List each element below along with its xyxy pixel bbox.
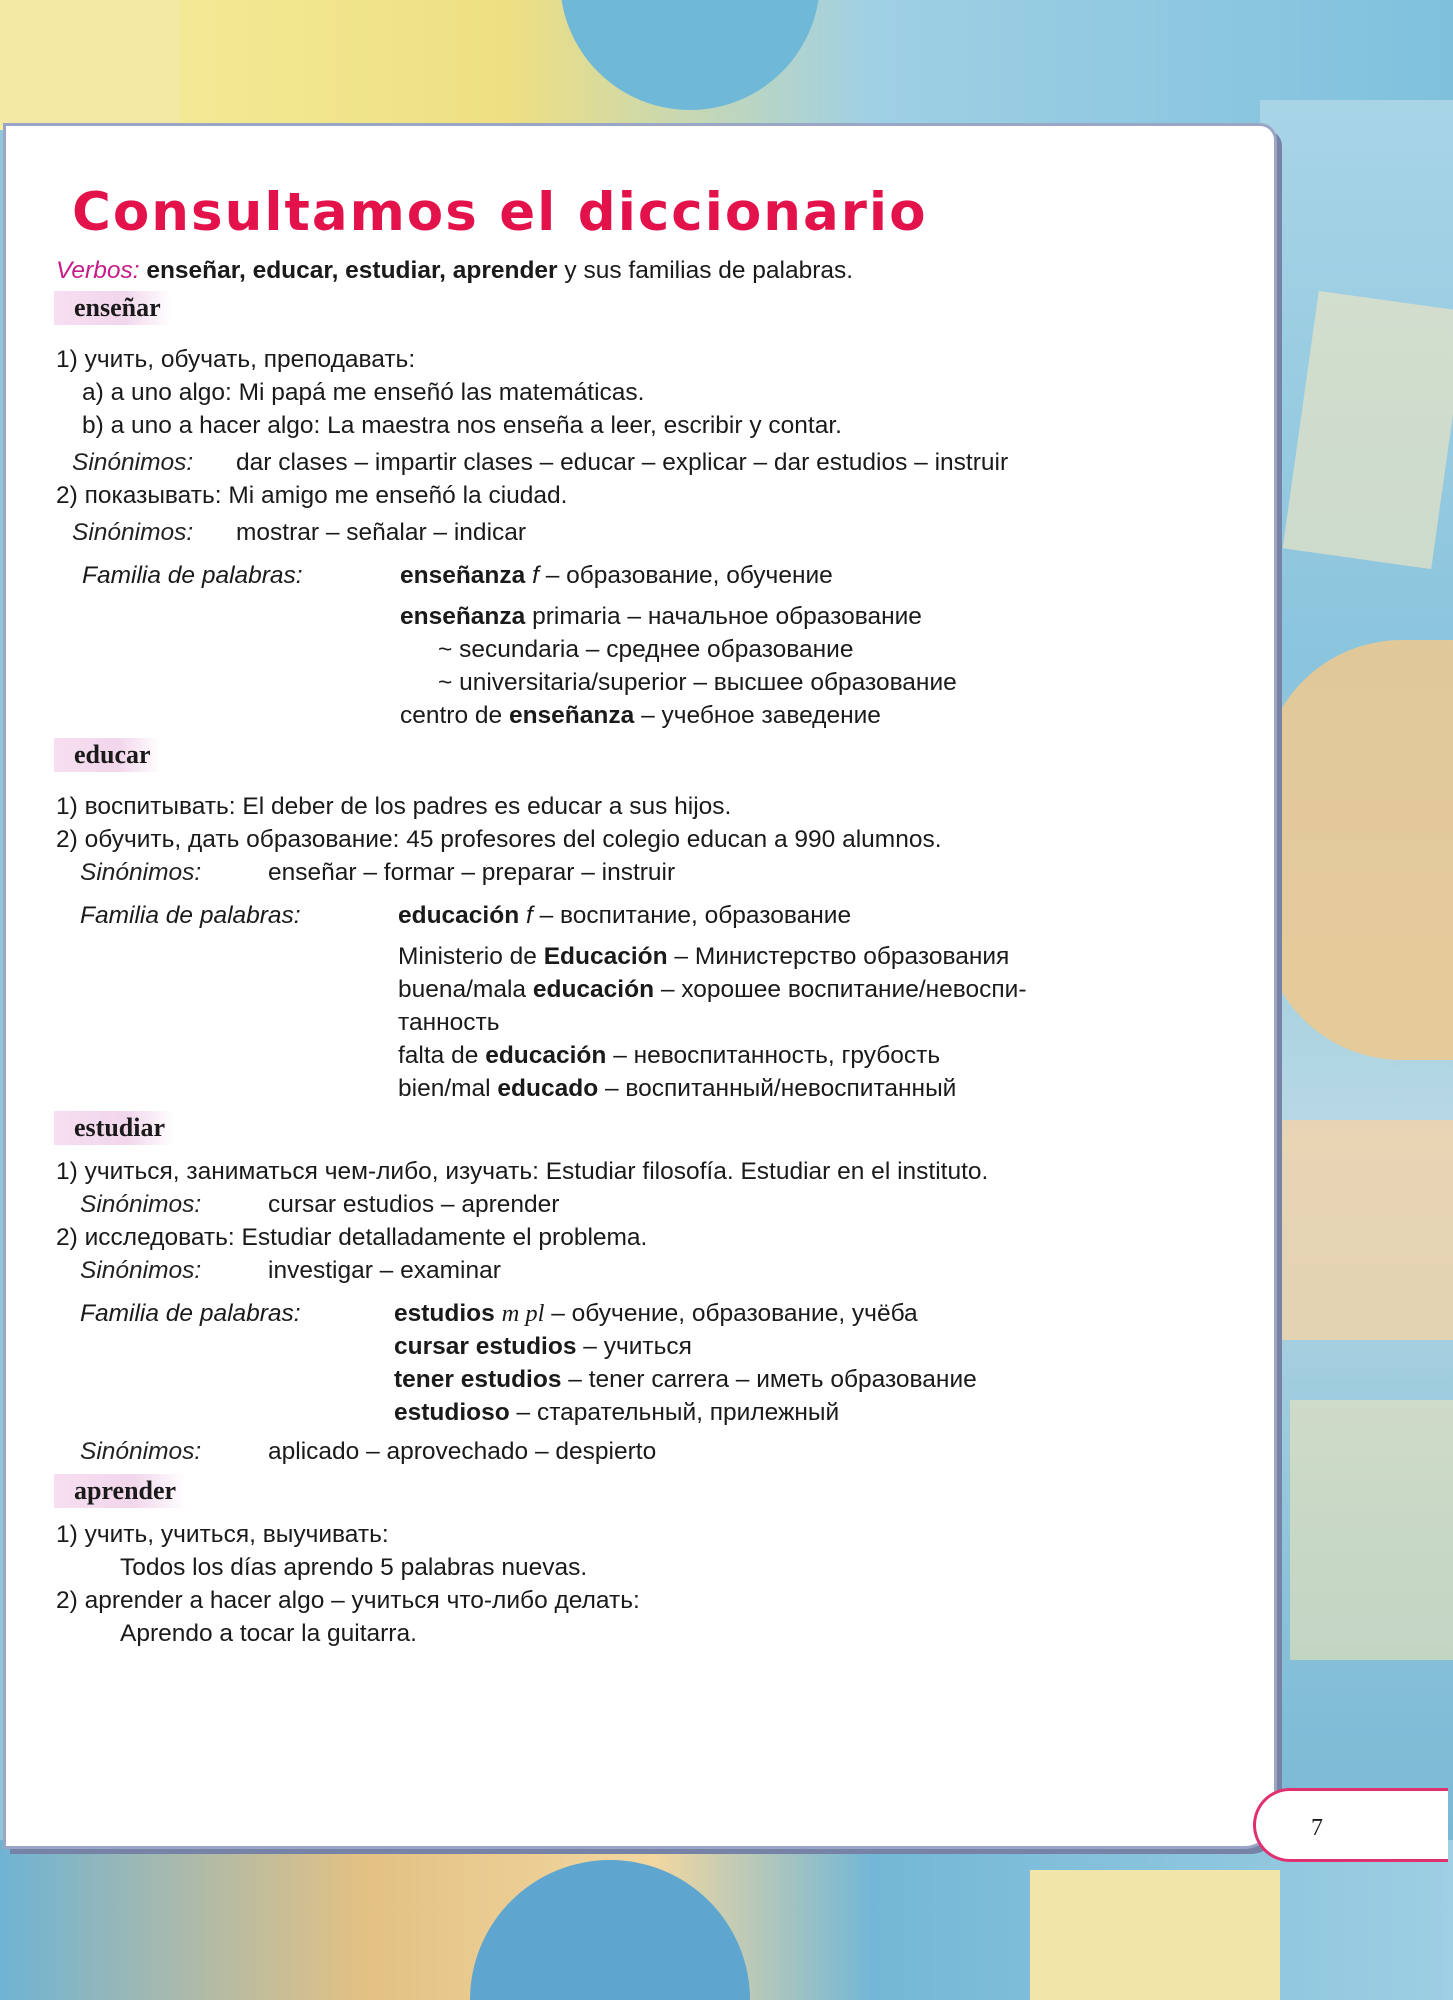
sense: 1) воспитывать: El deber de los padres es educar a sus hijos.: [56, 793, 732, 820]
synonyms: Sinónimos: investigar – examinar: [80, 1257, 501, 1284]
word-family: Familia de palabras: educación f – воспитание, образование Ministerio de Educación – Министерство образования buena/mala educación – хорошее воспитание/невоспи- танность falta de educación – невоспитанность, грубость bien/mal educado – воспитанный/невоспитанный: [56, 899, 1236, 1105]
family-item: buena/mala educación – хорошее воспитание/невоспи-: [398, 976, 1027, 1003]
family-item: Ministerio de Educación – Министерство образования: [398, 943, 1010, 970]
family-item: estudioso – старательный, прилежный: [394, 1399, 840, 1426]
entry-head-aprender: aprender: [54, 1474, 186, 1508]
synonyms: Sinónimos: mostrar – señalar – indicar: [72, 519, 527, 546]
synonyms: Sinónimos: cursar estudios – aprender: [80, 1191, 560, 1218]
synonyms: Sinónimos: dar clases – impartir clases – educar – explicar – dar estudios – instruir: [72, 449, 1009, 476]
verbs-intro: Verbos: enseñar, educar, estudiar, aprender y sus familias de palabras.: [56, 257, 854, 284]
sense: 1) учить, обучать, преподавать:: [56, 346, 416, 373]
synonyms: Sinónimos: aplicado – aprovechado – despierto: [80, 1438, 657, 1465]
entry-head-educar: educar: [54, 738, 161, 772]
family-item: enseñanza f – образование, обучение: [400, 562, 833, 589]
family-item: educación f – воспитание, образование: [398, 902, 852, 929]
family-item: estudios m pl – обучение, образование, учёба: [394, 1300, 918, 1327]
sense: 2) исследовать: Estudiar detalladamente el problema.: [56, 1224, 648, 1251]
sense: 2) обучить, дать образование: 45 profesores del colegio educan a 990 alumnos.: [56, 826, 942, 853]
page-number: 7: [1253, 1788, 1448, 1862]
page-title: Consultamos el diccionario: [72, 182, 928, 243]
sense: 1) учить, учиться, выучивать:: [56, 1521, 389, 1548]
entry-head-estudiar: estudiar: [54, 1111, 175, 1145]
sense: 2) aprender a hacer algo – учиться что-либо делать:: [56, 1587, 640, 1614]
synonyms: Sinónimos: enseñar – formar – preparar – instruir: [80, 859, 676, 886]
word-family: Familia de palabras: estudios m pl – обучение, образование, учёба cursar estudios – учиться tener estudios – tener carrera – иметь образование estudioso – старательный, прилежный: [56, 1297, 1236, 1429]
sense: 1) учиться, заниматься чем-либо, изучать: Estudiar filosofía. Estudiar en el instituto.: [56, 1158, 989, 1185]
sense-example: b) a uno a hacer algo: La maestra nos enseña a leer, escribir y contar.: [82, 412, 842, 439]
page-content: [56, 182, 1236, 1650]
page-sheet: [6, 126, 1274, 1846]
family-item: ~ universitaria/superior – высшее образование: [438, 669, 957, 696]
sense-example: Aprendo a tocar la guitarra.: [120, 1620, 417, 1647]
family-item: ~ secundaria – среднее образование: [438, 636, 854, 663]
entry-head-ensenar: enseñar: [54, 291, 171, 325]
family-item: bien/mal educado – воспитанный/невоспитанный: [398, 1075, 957, 1102]
family-item: centro de enseñanza – учебное заведение: [400, 702, 881, 729]
word-family: Familia de palabras: enseñanza f – образование, обучение enseñanza primaria – начальное образование ~ secundaria – среднее образование ~ universitaria/superior – высшее образование centro de enseñanza – учебное заведение: [56, 559, 1236, 732]
sense-example: a) a uno algo: Mi papá me enseñó las matemáticas.: [82, 379, 645, 406]
family-item: tener estudios – tener carrera – иметь образование: [394, 1366, 977, 1393]
family-item: танность: [398, 1009, 500, 1036]
family-item: cursar estudios – учиться: [394, 1333, 692, 1360]
sense-example: Todos los días aprendo 5 palabras nuevas.: [120, 1554, 588, 1581]
family-item: falta de educación – невоспитанность, грубость: [398, 1042, 941, 1069]
family-item: enseñanza primaria – начальное образование: [400, 603, 922, 630]
sense: 2) показывать: Mi amigo me enseñó la ciudad.: [56, 482, 568, 509]
